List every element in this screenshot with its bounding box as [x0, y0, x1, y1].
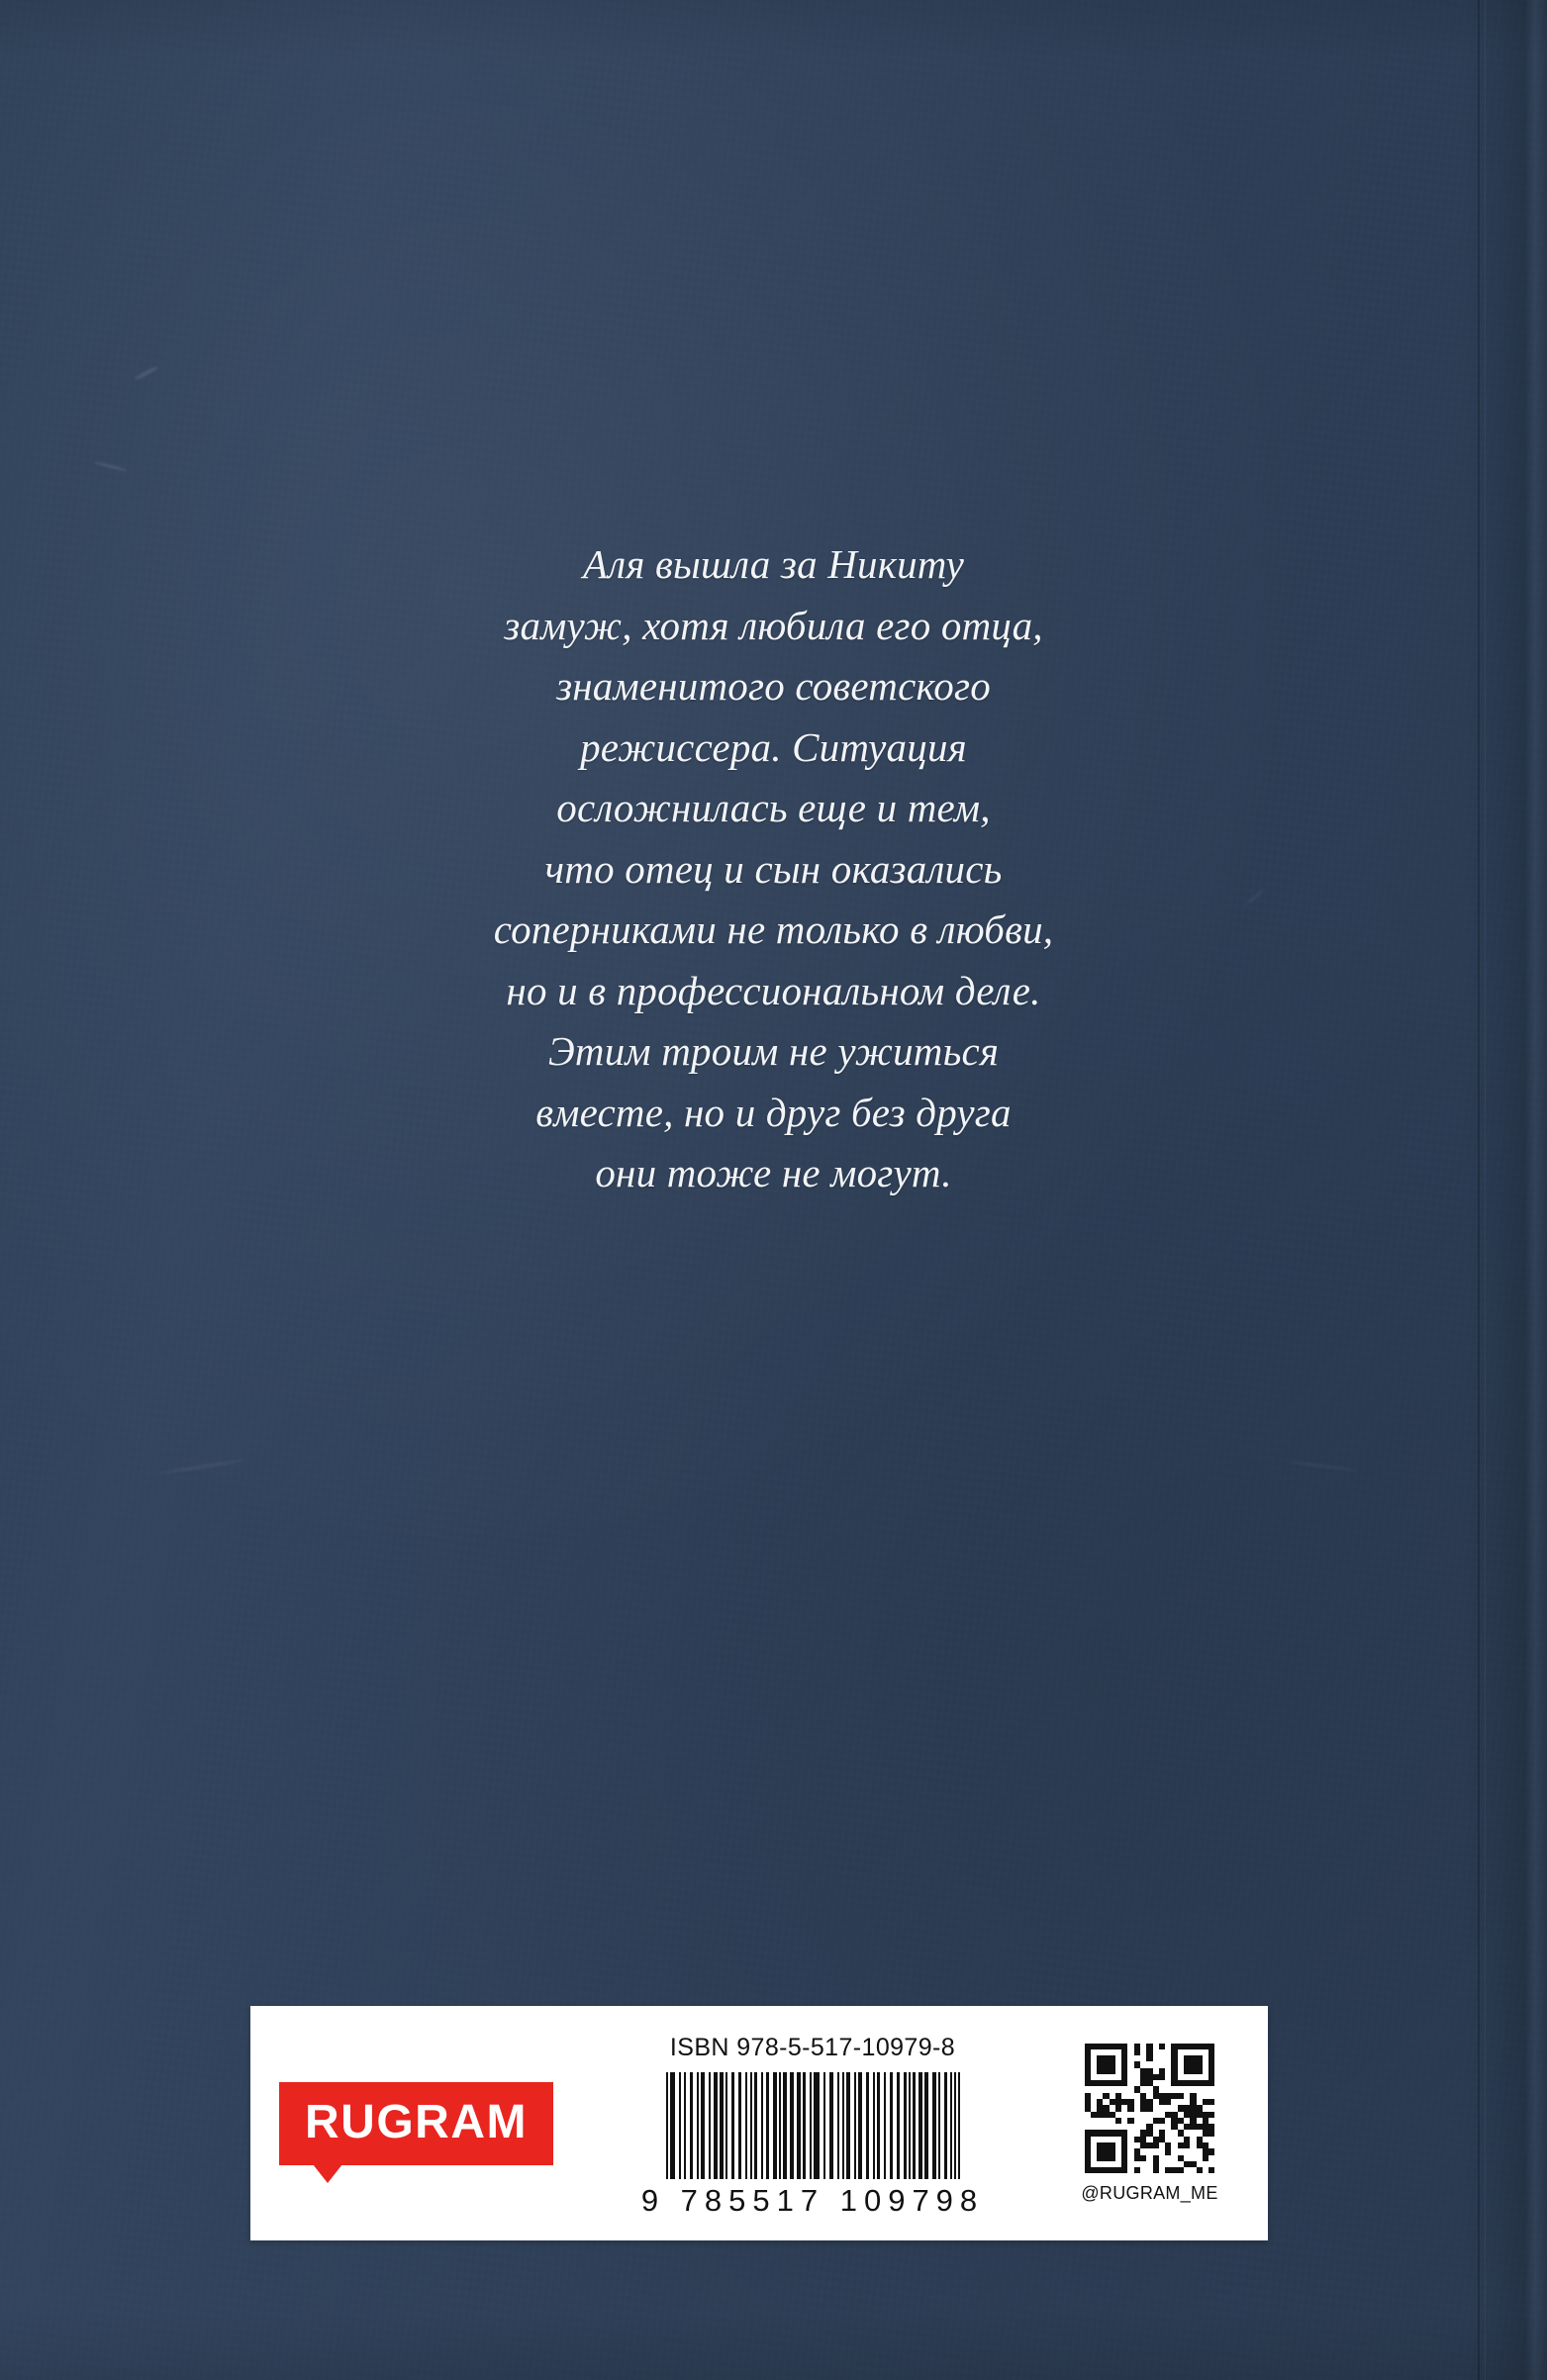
scuff-mark	[94, 461, 128, 472]
back-cover-blurb	[358, 534, 1190, 1204]
blurb-line: Аля вышла за Никиту	[583, 541, 964, 587]
barcode-bars	[666, 2072, 960, 2179]
blurb-line: осложнилась еще и тем,	[556, 785, 991, 830]
bottom-edge-shadow	[0, 2311, 1547, 2380]
scuff-mark	[1244, 888, 1266, 906]
qr-code-icon	[1085, 2044, 1215, 2174]
qr-area	[1043, 2006, 1268, 2240]
barcode-digits: 9 785517 109798	[640, 2183, 985, 2218]
blurb-line: вместе, но и друг без друга	[535, 1089, 1012, 1135]
back-cover-label	[250, 2006, 1268, 2240]
barcode-area	[582, 2006, 1043, 2240]
publisher-logo-area	[250, 2006, 582, 2240]
isbn-label: ISBN 978-5-517-10979-8	[669, 2034, 956, 2061]
blurb-line: соперниками не только в любви,	[493, 906, 1054, 952]
blurb-line: замуж, хотя любила его отца,	[504, 602, 1043, 648]
blurb-line: что отец и сын оказались	[544, 845, 1003, 892]
spine-hinge-highlight	[1485, 0, 1486, 2380]
blurb-line: но и в профессиональном деле.	[506, 967, 1041, 1013]
spine-hinge-line	[1478, 0, 1480, 2380]
scuff-mark	[158, 1458, 247, 1476]
top-edge-shadow	[0, 0, 1547, 59]
blurb-line: режиссера. Ситуация	[580, 723, 967, 770]
scuff-mark	[135, 365, 159, 381]
rugram-logo: RUGRAM	[279, 2082, 553, 2165]
blurb-line: они тоже не могут.	[595, 1150, 952, 1195]
spine-edge-shading	[1462, 0, 1547, 2380]
blurb-line: Этим троим не ужиться	[547, 1028, 1000, 1074]
scuff-mark	[1287, 1461, 1356, 1473]
blurb-line: знаменитого советского	[556, 663, 991, 709]
social-handle: @RUGRAM_ME	[1081, 2182, 1218, 2203]
